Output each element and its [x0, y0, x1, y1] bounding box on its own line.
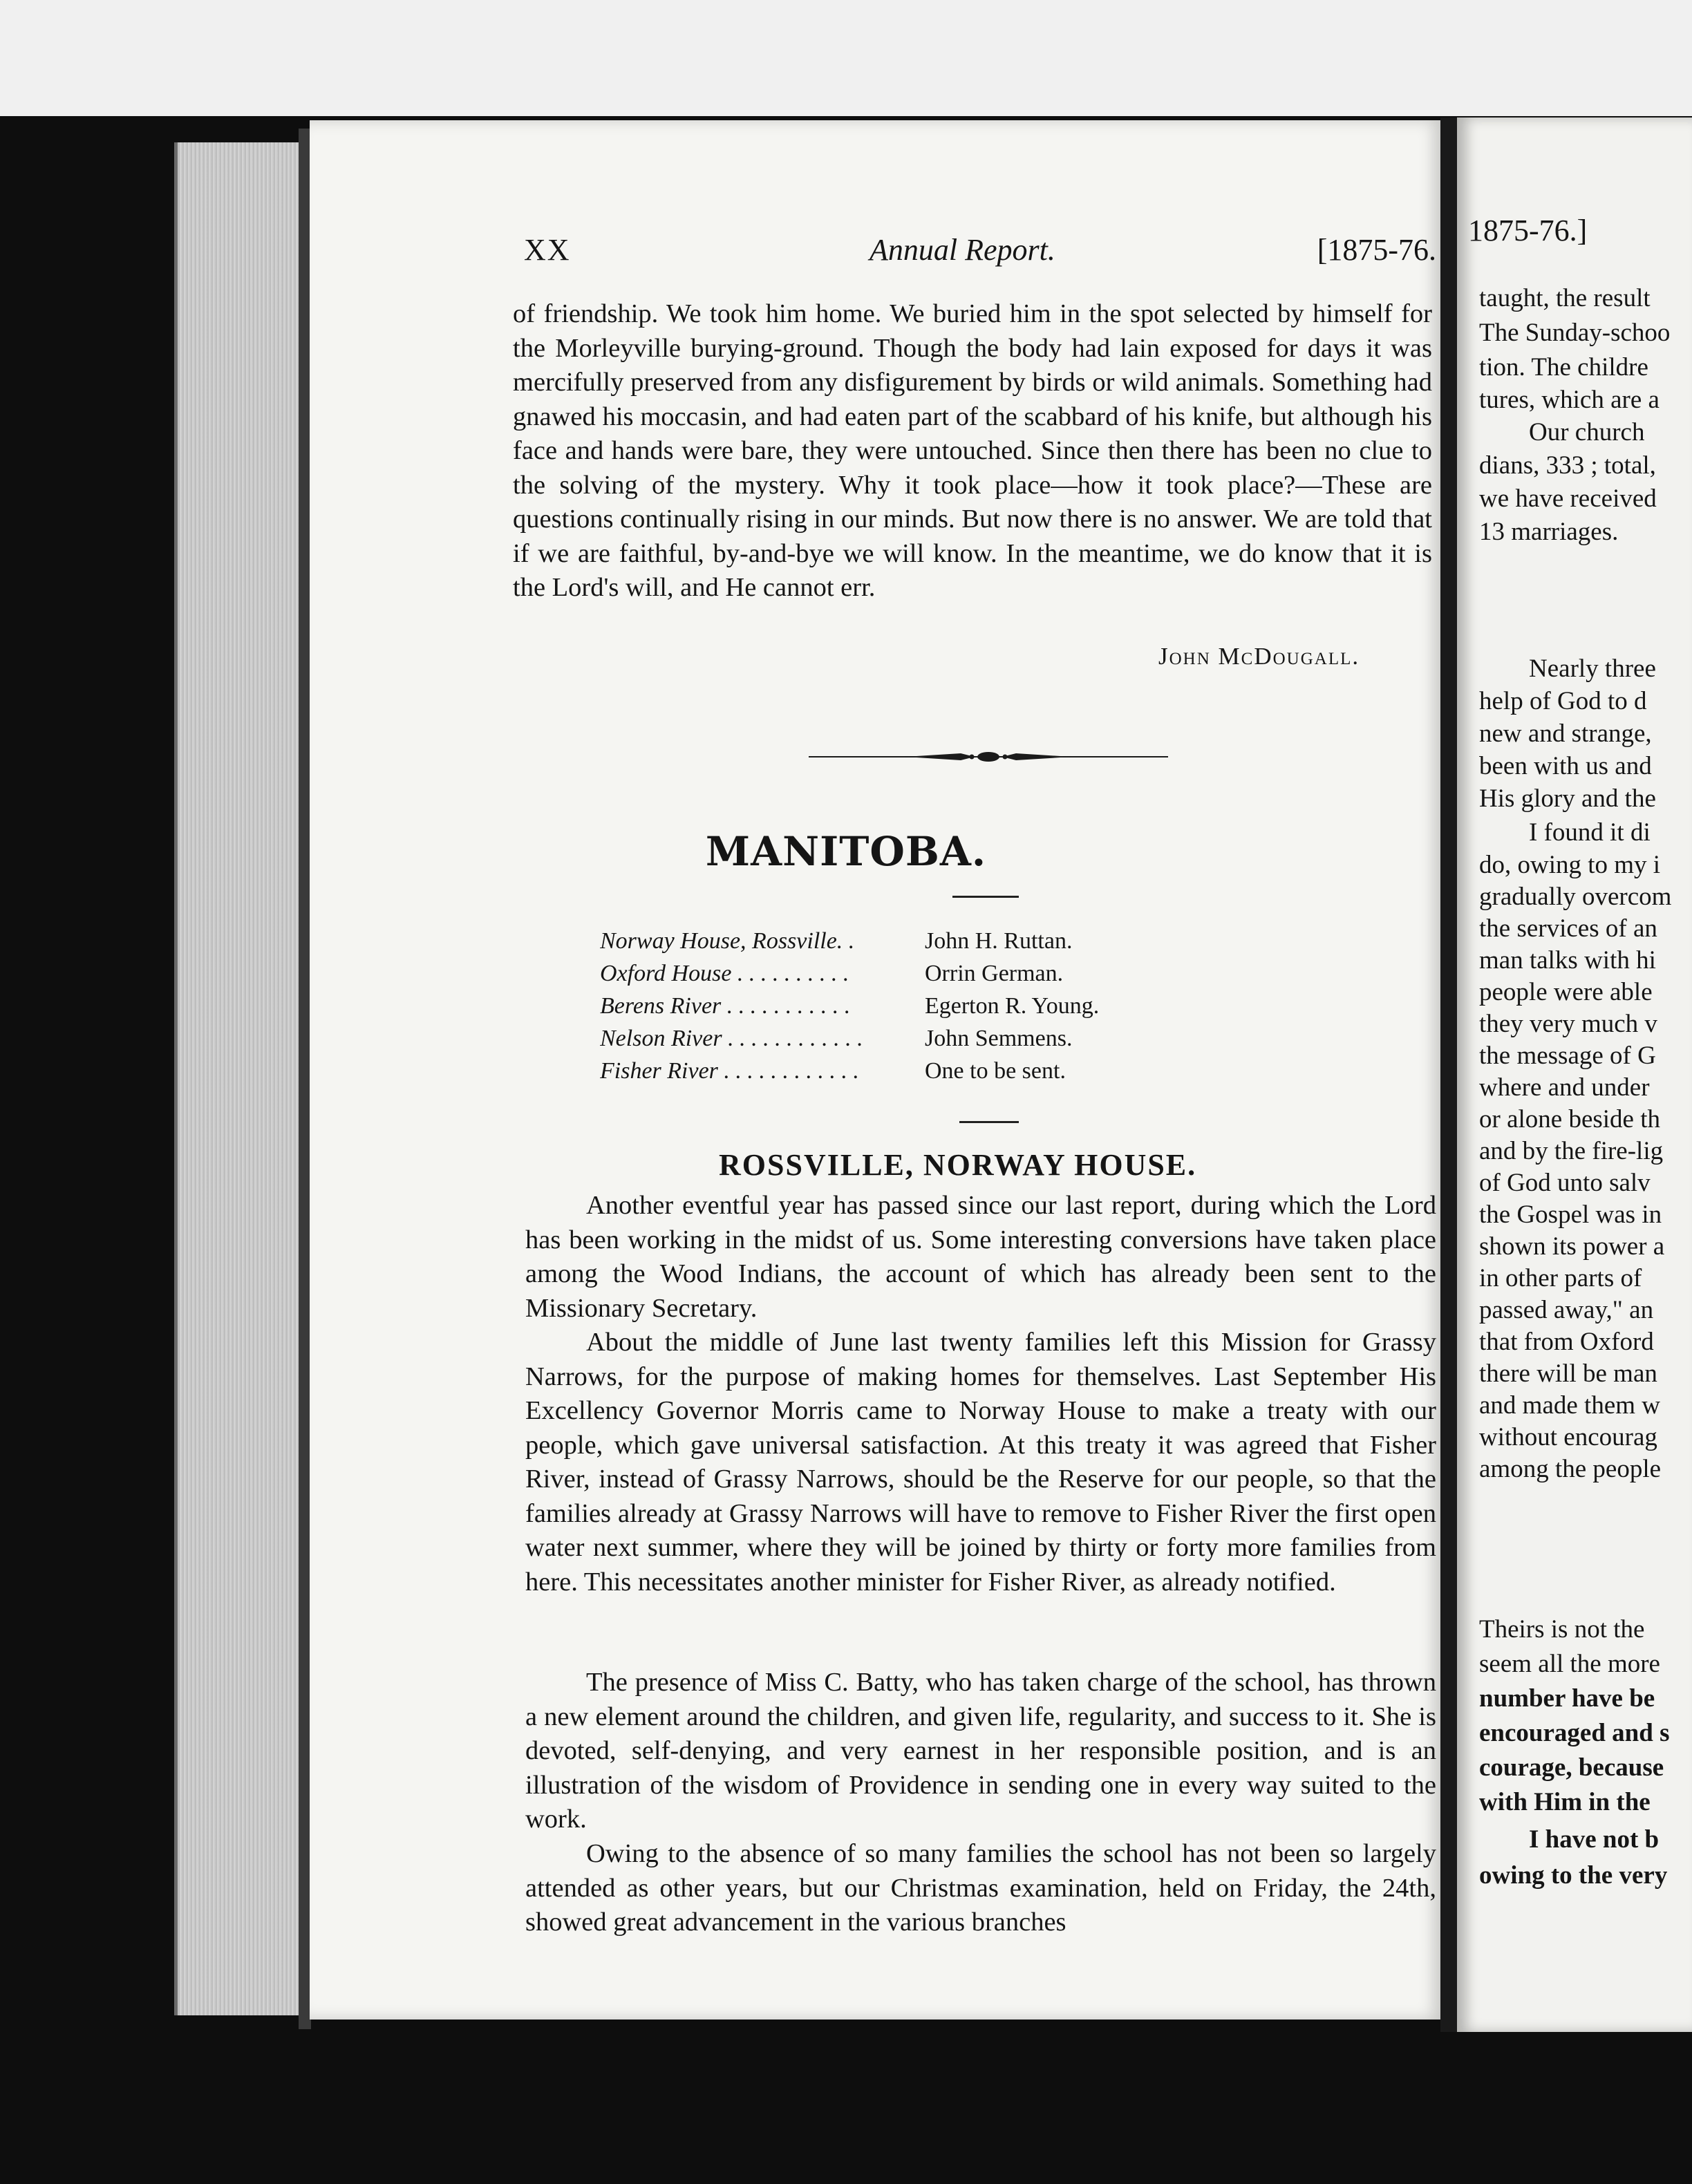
- right-page-line: man talks with hi: [1479, 946, 1656, 975]
- right-page-line: encouraged and s: [1479, 1719, 1670, 1747]
- book-fore-edge: [174, 142, 308, 2015]
- scan-background: [0, 0, 1692, 116]
- right-page-line: dians, 333 ; total,: [1479, 451, 1656, 480]
- right-page-line: with Him in the: [1479, 1788, 1651, 1816]
- heading-rule-bottom: [959, 1121, 1019, 1123]
- right-page-line: the Gospel was in: [1479, 1201, 1662, 1229]
- station-minister: One to be sent.: [925, 1058, 1066, 1084]
- right-page-line: Theirs is not the: [1479, 1615, 1645, 1644]
- body-paragraph-3: The presence of Miss C. Batty, who has taken charge of the school, has thrown a new element around the children, and given life, regularity, and success to it. She is devoted, self-denying, and very earnest in her responsible position, and is an illustration of the wisdom of Providence in sending one in every way suited to the work.: [525, 1668, 1436, 1834]
- right-running-head: 1875-76.]: [1468, 214, 1588, 247]
- right-page-line: number have be: [1479, 1684, 1655, 1713]
- right-page-line: gradually overcom: [1479, 883, 1672, 911]
- right-page-line: the services of an: [1479, 914, 1657, 943]
- right-page-line: tures, which are a: [1479, 386, 1660, 414]
- right-page-line: in other parts of: [1479, 1264, 1642, 1292]
- station-row: [600, 957, 1099, 990]
- right-page-line: help of God to d: [1479, 687, 1647, 715]
- right-page-line: tion. The childre: [1479, 353, 1648, 382]
- section-heading: MANITOBA.: [705, 828, 987, 875]
- station-place: Norway House, Rossville. .: [600, 928, 855, 954]
- right-page-line: Nearly three: [1529, 655, 1656, 683]
- right-page-line: the message of G: [1479, 1042, 1656, 1070]
- right-page-line: taught, the result: [1479, 284, 1651, 312]
- right-page-line: owing to the very: [1479, 1861, 1668, 1890]
- opening-paragraph: of friendship. We took him home. We buried him in the spot selected by himself for the Morleyville burying-ground. Though the body had lain exposed for days it was mercifully preserved from any disfigurement by birds or wild animals. Something had gnawed his moccasin, and had eaten part of the scabbard of his knife, but although his face and hands were bare, they were untouched. Since then there has been no clue to the solving of the mystery. Why it took place—how it took place?—These are questions continually rising in our minds. But now there is no answer. We are told that if we are faithful, by-and-bye we will know. In the meantime, we do know that it is the Lord's will, and He cannot err.: [513, 299, 1432, 602]
- right-page-line: seem all the more: [1479, 1650, 1660, 1678]
- station-row: [600, 1055, 1099, 1087]
- body-paragraph-1: Another eventful year has passed since our last report, during which the Lord has been working in the midst of us. Some interesting conversions have taken place among the Wood Indians, the account of which has already been sent to the Missionary Secretary.: [525, 1191, 1436, 1323]
- right-page-line: people were able: [1479, 978, 1653, 1006]
- station-place: Nelson River . . . . . . . . . . . .: [600, 1026, 863, 1051]
- station-row: [600, 990, 1099, 1022]
- body-paragraph-4: Owing to the absence of so many families the school has not been so largely attended as other years, but our Christmas examination, held on Friday, the 24th, showed great advancement in the various branches: [525, 1839, 1436, 1937]
- right-page-line: without encourag: [1479, 1423, 1657, 1451]
- right-page-line: or alone beside th: [1479, 1105, 1660, 1133]
- station-minister: Egerton R. Young.: [925, 993, 1100, 1019]
- right-page-line: and by the fire-lig: [1479, 1137, 1664, 1165]
- station-minister: John Semmens.: [925, 1026, 1073, 1051]
- right-page-line: among the people: [1479, 1455, 1662, 1483]
- right-page-line: His glory and the: [1479, 784, 1656, 813]
- right-page-line: 13 marriages.: [1479, 518, 1619, 546]
- station-place: Fisher River . . . . . . . . . . . .: [600, 1058, 859, 1084]
- page-number: XX: [524, 233, 571, 267]
- station-minister: John H. Ruttan.: [925, 928, 1073, 954]
- right-page-line: of God unto salv: [1479, 1169, 1651, 1197]
- sub-heading: ROSSVILLE, NORWAY HOUSE.: [719, 1148, 1197, 1182]
- station-place: Berens River . . . . . . . . . . .: [600, 993, 851, 1019]
- running-head: [524, 232, 1436, 274]
- signature: John McDougall.: [1158, 643, 1360, 670]
- right-page-line: they very much v: [1479, 1010, 1657, 1038]
- running-title: Annual Report.: [870, 233, 1055, 267]
- right-page-line: there will be man: [1479, 1359, 1657, 1388]
- ornament-divider: [809, 749, 1168, 765]
- running-year: [1875-76.: [1317, 233, 1436, 267]
- right-page-line: Our church: [1529, 418, 1645, 446]
- station-minister: Orrin German.: [925, 961, 1064, 986]
- body-paragraph-2: About the middle of June last twenty families left this Mission for Grassy Narrows, for the purpose of making homes for themselves. Last September His Excellency Governor Morris came to Norway House to make a treaty with our people, which gave universal satisfaction. At this treaty it was agreed that Fisher River, instead of Grassy Narrows, should be the Reserve for our people, so that the families already at Grassy Narrows will have to remove to Fisher River the first open water next summer, where they will be joined by thirty or forty more families from here. This necessitates another minister for Fisher River, as already notified.: [525, 1328, 1436, 1597]
- station-list: [600, 925, 1099, 1087]
- heading-rule-top: [952, 896, 1019, 898]
- right-page-line: passed away," an: [1479, 1296, 1654, 1324]
- right-page-line: The Sunday-schoo: [1479, 319, 1671, 347]
- right-page-line: that from Oxford: [1479, 1328, 1654, 1356]
- right-page-line: I have not b: [1529, 1825, 1660, 1854]
- right-page-line: and made them w: [1479, 1391, 1660, 1420]
- right-page-line: I found it di: [1529, 818, 1651, 847]
- station-place: Oxford House . . . . . . . . . .: [600, 961, 849, 986]
- right-page-line: we have received: [1479, 484, 1657, 513]
- right-page-line: shown its power a: [1479, 1232, 1665, 1261]
- station-row: [600, 925, 1099, 957]
- station-row: [600, 1022, 1099, 1055]
- right-page-line: courage, because: [1479, 1753, 1664, 1782]
- right-page-line: do, owing to my i: [1479, 851, 1661, 879]
- right-page-line: been with us and: [1479, 752, 1652, 780]
- right-page-line: new and strange,: [1479, 719, 1652, 748]
- right-page-line: where and under: [1479, 1073, 1650, 1102]
